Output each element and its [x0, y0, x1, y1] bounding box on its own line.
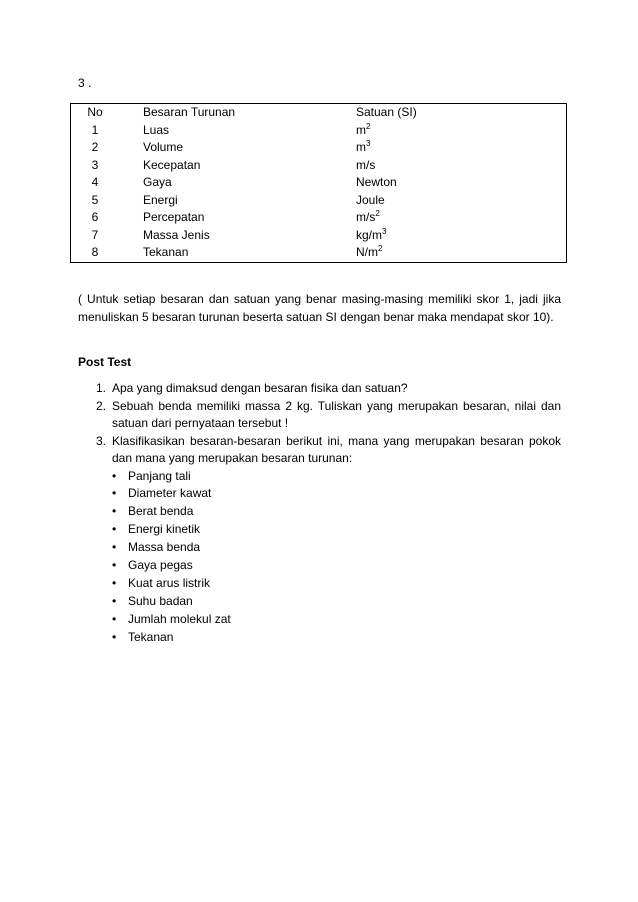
- section-number: 3 .: [78, 76, 92, 90]
- list-item-text: Suhu badan: [128, 593, 193, 608]
- list-item-text: Massa benda: [128, 540, 201, 555]
- list-item: [112, 503, 561, 521]
- list-item: [112, 575, 561, 593]
- unit-base: Newton: [356, 175, 397, 190]
- post-test-questions: [78, 380, 561, 647]
- row-unit: [356, 139, 567, 157]
- quantity-list: [112, 468, 561, 647]
- row-no: 7: [71, 227, 120, 245]
- row-unit: [356, 174, 567, 192]
- header-quantity: Besaran Turunan: [119, 104, 356, 122]
- question-item: [78, 433, 561, 647]
- list-item: [112, 629, 561, 647]
- table-row: [71, 139, 567, 157]
- post-test-title: Post Test: [78, 355, 132, 369]
- row-quantity: Gaya: [143, 175, 172, 190]
- table-header-row: [71, 104, 567, 122]
- table-row: [71, 157, 567, 175]
- row-quantity: Kecepatan: [143, 157, 201, 172]
- unit-exponent: 2: [375, 209, 380, 219]
- unit-exponent: 2: [366, 121, 371, 131]
- row-unit: [356, 122, 567, 140]
- row-unit: [356, 209, 567, 227]
- list-item-text: Jumlah molekul zat: [128, 611, 231, 626]
- table-row: [71, 174, 567, 192]
- row-unit: [356, 157, 567, 175]
- unit-base: Joule: [356, 192, 385, 207]
- list-item-text: Gaya pegas: [128, 558, 193, 573]
- table-row: [71, 209, 567, 227]
- unit-base: m: [356, 140, 366, 155]
- list-item: [112, 468, 561, 486]
- bullet-icon: •: [112, 593, 117, 608]
- row-no: 2: [71, 139, 120, 157]
- row-no: 6: [71, 209, 120, 227]
- row-quantity: Massa Jenis: [143, 227, 210, 242]
- unit-base: kg/m: [356, 227, 383, 242]
- bullet-icon: •: [112, 629, 117, 644]
- row-quantity: Luas: [143, 122, 170, 137]
- unit-exponent: 3: [366, 139, 371, 149]
- question-item: [78, 398, 561, 433]
- list-item: [112, 557, 561, 575]
- row-quantity: Volume: [143, 140, 184, 155]
- question-text: Apa yang dimaksud dengan besaran fisika dan satuan?: [112, 381, 408, 395]
- row-no: 8: [71, 244, 120, 262]
- question-text: Klasifikasikan besaran-besaran berikut ini, mana yang merupakan besaran pokok dan mana yang merupakan besaran turunan:: [112, 433, 561, 465]
- bullet-icon: •: [112, 468, 117, 483]
- bullet-icon: •: [112, 486, 117, 501]
- bullet-icon: •: [112, 575, 117, 590]
- list-item: [112, 539, 561, 557]
- list-item-text: Energi kinetik: [128, 522, 201, 537]
- row-unit: [356, 227, 567, 245]
- list-item-text: Diameter kawat: [128, 486, 212, 501]
- scoring-note: ( Untuk setiap besaran dan satuan yang benar masing-masing memiliki skor 1, jadi jika menuliskan 5 besaran turunan beserta satuan SI dengan benar maka mendapat skor 10).: [78, 292, 561, 324]
- row-quantity: Percepatan: [143, 210, 205, 225]
- row-unit: [356, 244, 567, 262]
- bullet-icon: •: [112, 558, 117, 573]
- unit-base: m/s: [356, 157, 376, 172]
- question-text: Sebuah benda memiliki massa 2 kg. Tuliskan yang merupakan besaran, nilai dan satuan dari pernyataan tersebut !: [112, 398, 561, 430]
- unit-base: m/s: [356, 210, 376, 225]
- row-quantity: Energi: [143, 192, 178, 207]
- question-number: 2.: [96, 398, 107, 413]
- unit-base: m: [356, 122, 366, 137]
- list-item-text: Panjang tali: [128, 468, 191, 483]
- question-item: [78, 380, 561, 398]
- question-number: 1.: [96, 381, 107, 395]
- list-item-text: Tekanan: [128, 629, 174, 644]
- bullet-icon: •: [112, 540, 117, 555]
- row-no: 4: [71, 174, 120, 192]
- unit-exponent: 2: [378, 244, 383, 254]
- row-unit: [356, 192, 567, 210]
- units-table: [70, 103, 567, 263]
- row-no: 3: [71, 157, 120, 175]
- row-no: 5: [71, 192, 120, 210]
- unit-base: N/m: [356, 245, 378, 260]
- list-item: [112, 521, 561, 539]
- bullet-icon: •: [112, 611, 117, 626]
- row-quantity: Tekanan: [119, 244, 356, 262]
- question-number: 3.: [96, 433, 107, 448]
- table-row: [71, 122, 567, 140]
- table-row: [71, 244, 567, 262]
- list-item: [112, 593, 561, 611]
- list-item-text: Berat benda: [128, 504, 194, 519]
- table-row: [71, 227, 567, 245]
- header-unit: Satuan (SI): [356, 104, 567, 122]
- header-no: No: [71, 104, 120, 122]
- list-item-text: Kuat arus listrik: [128, 575, 211, 590]
- unit-exponent: 3: [382, 226, 387, 236]
- list-item: [112, 611, 561, 629]
- bullet-icon: •: [112, 504, 117, 519]
- row-no: 1: [71, 122, 120, 140]
- list-item: [112, 485, 561, 503]
- bullet-icon: •: [112, 522, 117, 537]
- table-row: [71, 192, 567, 210]
